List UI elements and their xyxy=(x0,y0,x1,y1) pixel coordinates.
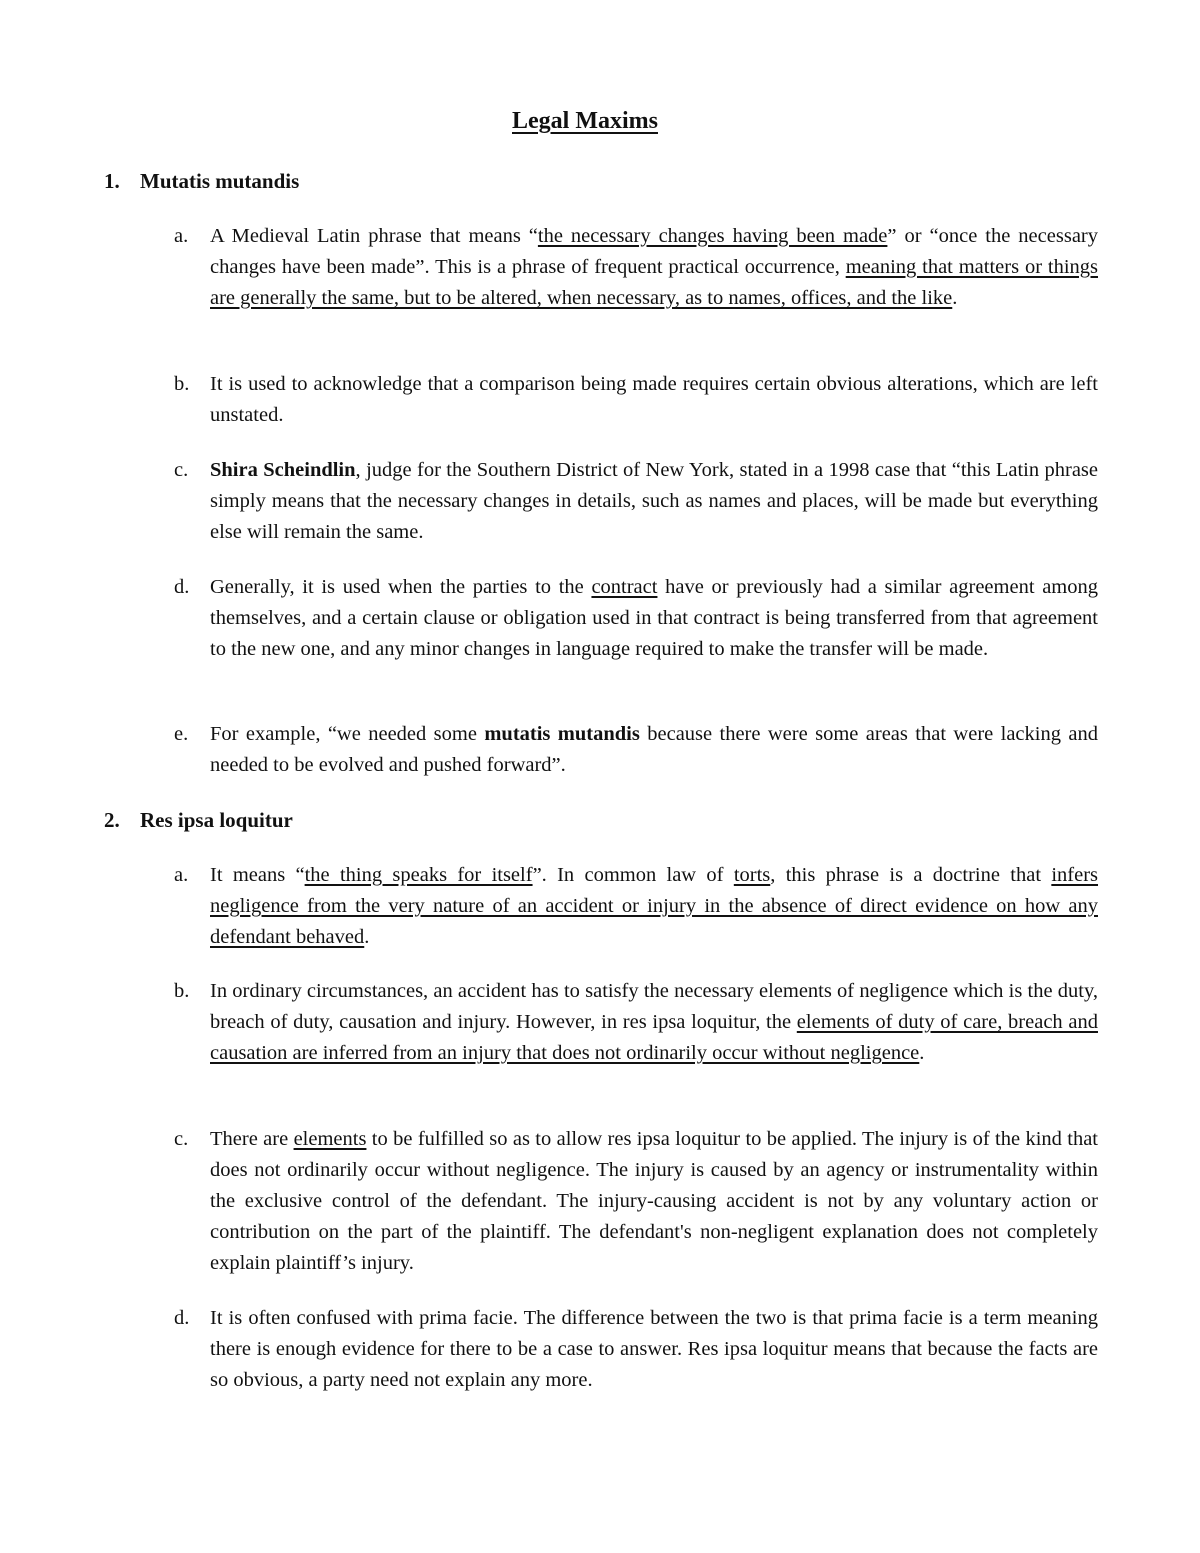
text-run: For example, “we needed some xyxy=(210,723,485,745)
text-run: because there were some areas that were lacking and needed to be evolved and pushed forward”. xyxy=(210,723,1098,776)
text-run: , this phrase is a doctrine that xyxy=(770,864,1052,886)
contract-link[interactable]: contract xyxy=(591,576,658,598)
text-run: ”. In common law of xyxy=(532,864,734,886)
list-item xyxy=(174,369,1098,431)
list-item xyxy=(174,455,1098,548)
item-text xyxy=(210,221,1098,314)
item-marker: d. xyxy=(174,576,190,598)
text-run: , judge for the Southern District of New York, stated in a 1998 case that “this Latin phrase simply means that the necessary changes in details, such as names and places, will be made but everything else will remain the same. xyxy=(210,459,1099,543)
section-heading xyxy=(104,805,293,836)
bold-text: Shira Scheindlin xyxy=(210,459,356,481)
underlined-text: the thing speaks for itself xyxy=(304,864,533,886)
item-marker: a. xyxy=(174,225,189,247)
text-run: It means “ xyxy=(210,864,305,886)
item-marker: e. xyxy=(174,723,189,745)
section-heading xyxy=(104,166,299,197)
text-run: have or previously had a similar agreement among themselves, and a certain clause or obligation used in that contract is being transferred from that agreement to the new one, and any minor changes in language required to make the transfer will be made. xyxy=(210,576,1098,660)
text-run: to be fulfilled so as to allow res ipsa loquitur to be applied. The injury is of the kind that does not ordinarily occur without negligence. The injury is caused by an agency or instrumentality within the exclusive control of the defendant. The injury-causing accident is not by any voluntary action or contribution on the part of the plaintiff. The defendant's non-negligent explanation does not completely explain plaintiff’s injury. xyxy=(210,1128,1098,1274)
underlined-text: the necessary changes having been made xyxy=(537,225,888,247)
list-item xyxy=(174,719,1098,781)
item-text xyxy=(210,1303,1098,1396)
text-run: . xyxy=(919,1042,925,1064)
torts-link[interactable]: torts xyxy=(733,864,771,886)
underlined-text: infers negligence from the very nature of an accident or injury in the absence of direct evidence on how any defendant behaved xyxy=(210,864,1099,948)
item-text xyxy=(210,455,1098,548)
item-text xyxy=(210,860,1098,953)
text-run: There are xyxy=(210,1128,294,1150)
section-title: Mutatis mutandis xyxy=(140,169,300,193)
list-item xyxy=(174,976,1098,1069)
list-item xyxy=(174,1124,1098,1279)
underlined-text: meaning that matters or things are generally the same, but to be altered, when necessary, as to names, offices, and the like xyxy=(210,256,1098,309)
section-number: 2. xyxy=(104,808,120,832)
list-item xyxy=(174,1303,1098,1396)
list-item xyxy=(174,572,1098,665)
section-title: Res ipsa loquitur xyxy=(140,808,293,832)
item-marker: c. xyxy=(174,1128,189,1150)
text-run: ” or “once the necessary changes have been made”. This is a phrase of frequent practical occurrence, xyxy=(210,225,1098,278)
text-run: It is often confused with prima facie. The difference between the two is that prima facie is a term meaning there is enough evidence for there to be a case to answer. Res ipsa loquitur means that because the facts are so obvious, a party need not explain any more. xyxy=(210,1307,1098,1391)
item-text xyxy=(210,1124,1098,1279)
section-number: 1. xyxy=(104,169,120,193)
text-run: It is used to acknowledge that a comparison being made requires certain obvious alterations, which are left unstated. xyxy=(210,373,1098,426)
item-marker: b. xyxy=(174,980,190,1002)
item-text xyxy=(210,572,1098,665)
text-run: Generally, it is used when the parties to the xyxy=(210,576,592,598)
item-marker: b. xyxy=(174,373,190,395)
page-title: Legal Maxims xyxy=(512,108,658,134)
item-marker: d. xyxy=(174,1307,190,1329)
text-run: In ordinary circumstances, an accident has to satisfy the necessary elements of negligence which is the duty, breach of duty, causation and injury. However, in res ipsa loquitur, the xyxy=(210,980,1098,1033)
elements-link[interactable]: elements xyxy=(293,1128,367,1150)
text-run: A Medieval Latin phrase that means “ xyxy=(210,225,538,247)
list-item xyxy=(174,860,1098,953)
item-text xyxy=(210,369,1098,431)
underlined-text: elements of duty of care, breach and causation are inferred from an injury that does not ordinarily occur without negligence xyxy=(210,1011,1098,1064)
list-item xyxy=(174,221,1098,314)
item-marker: c. xyxy=(174,459,189,481)
text-run: . xyxy=(952,287,958,309)
text-run: . xyxy=(364,926,370,948)
item-marker: a. xyxy=(174,864,189,886)
item-text xyxy=(210,976,1098,1069)
bold-text: mutatis mutandis xyxy=(484,723,640,745)
item-text xyxy=(210,719,1098,781)
